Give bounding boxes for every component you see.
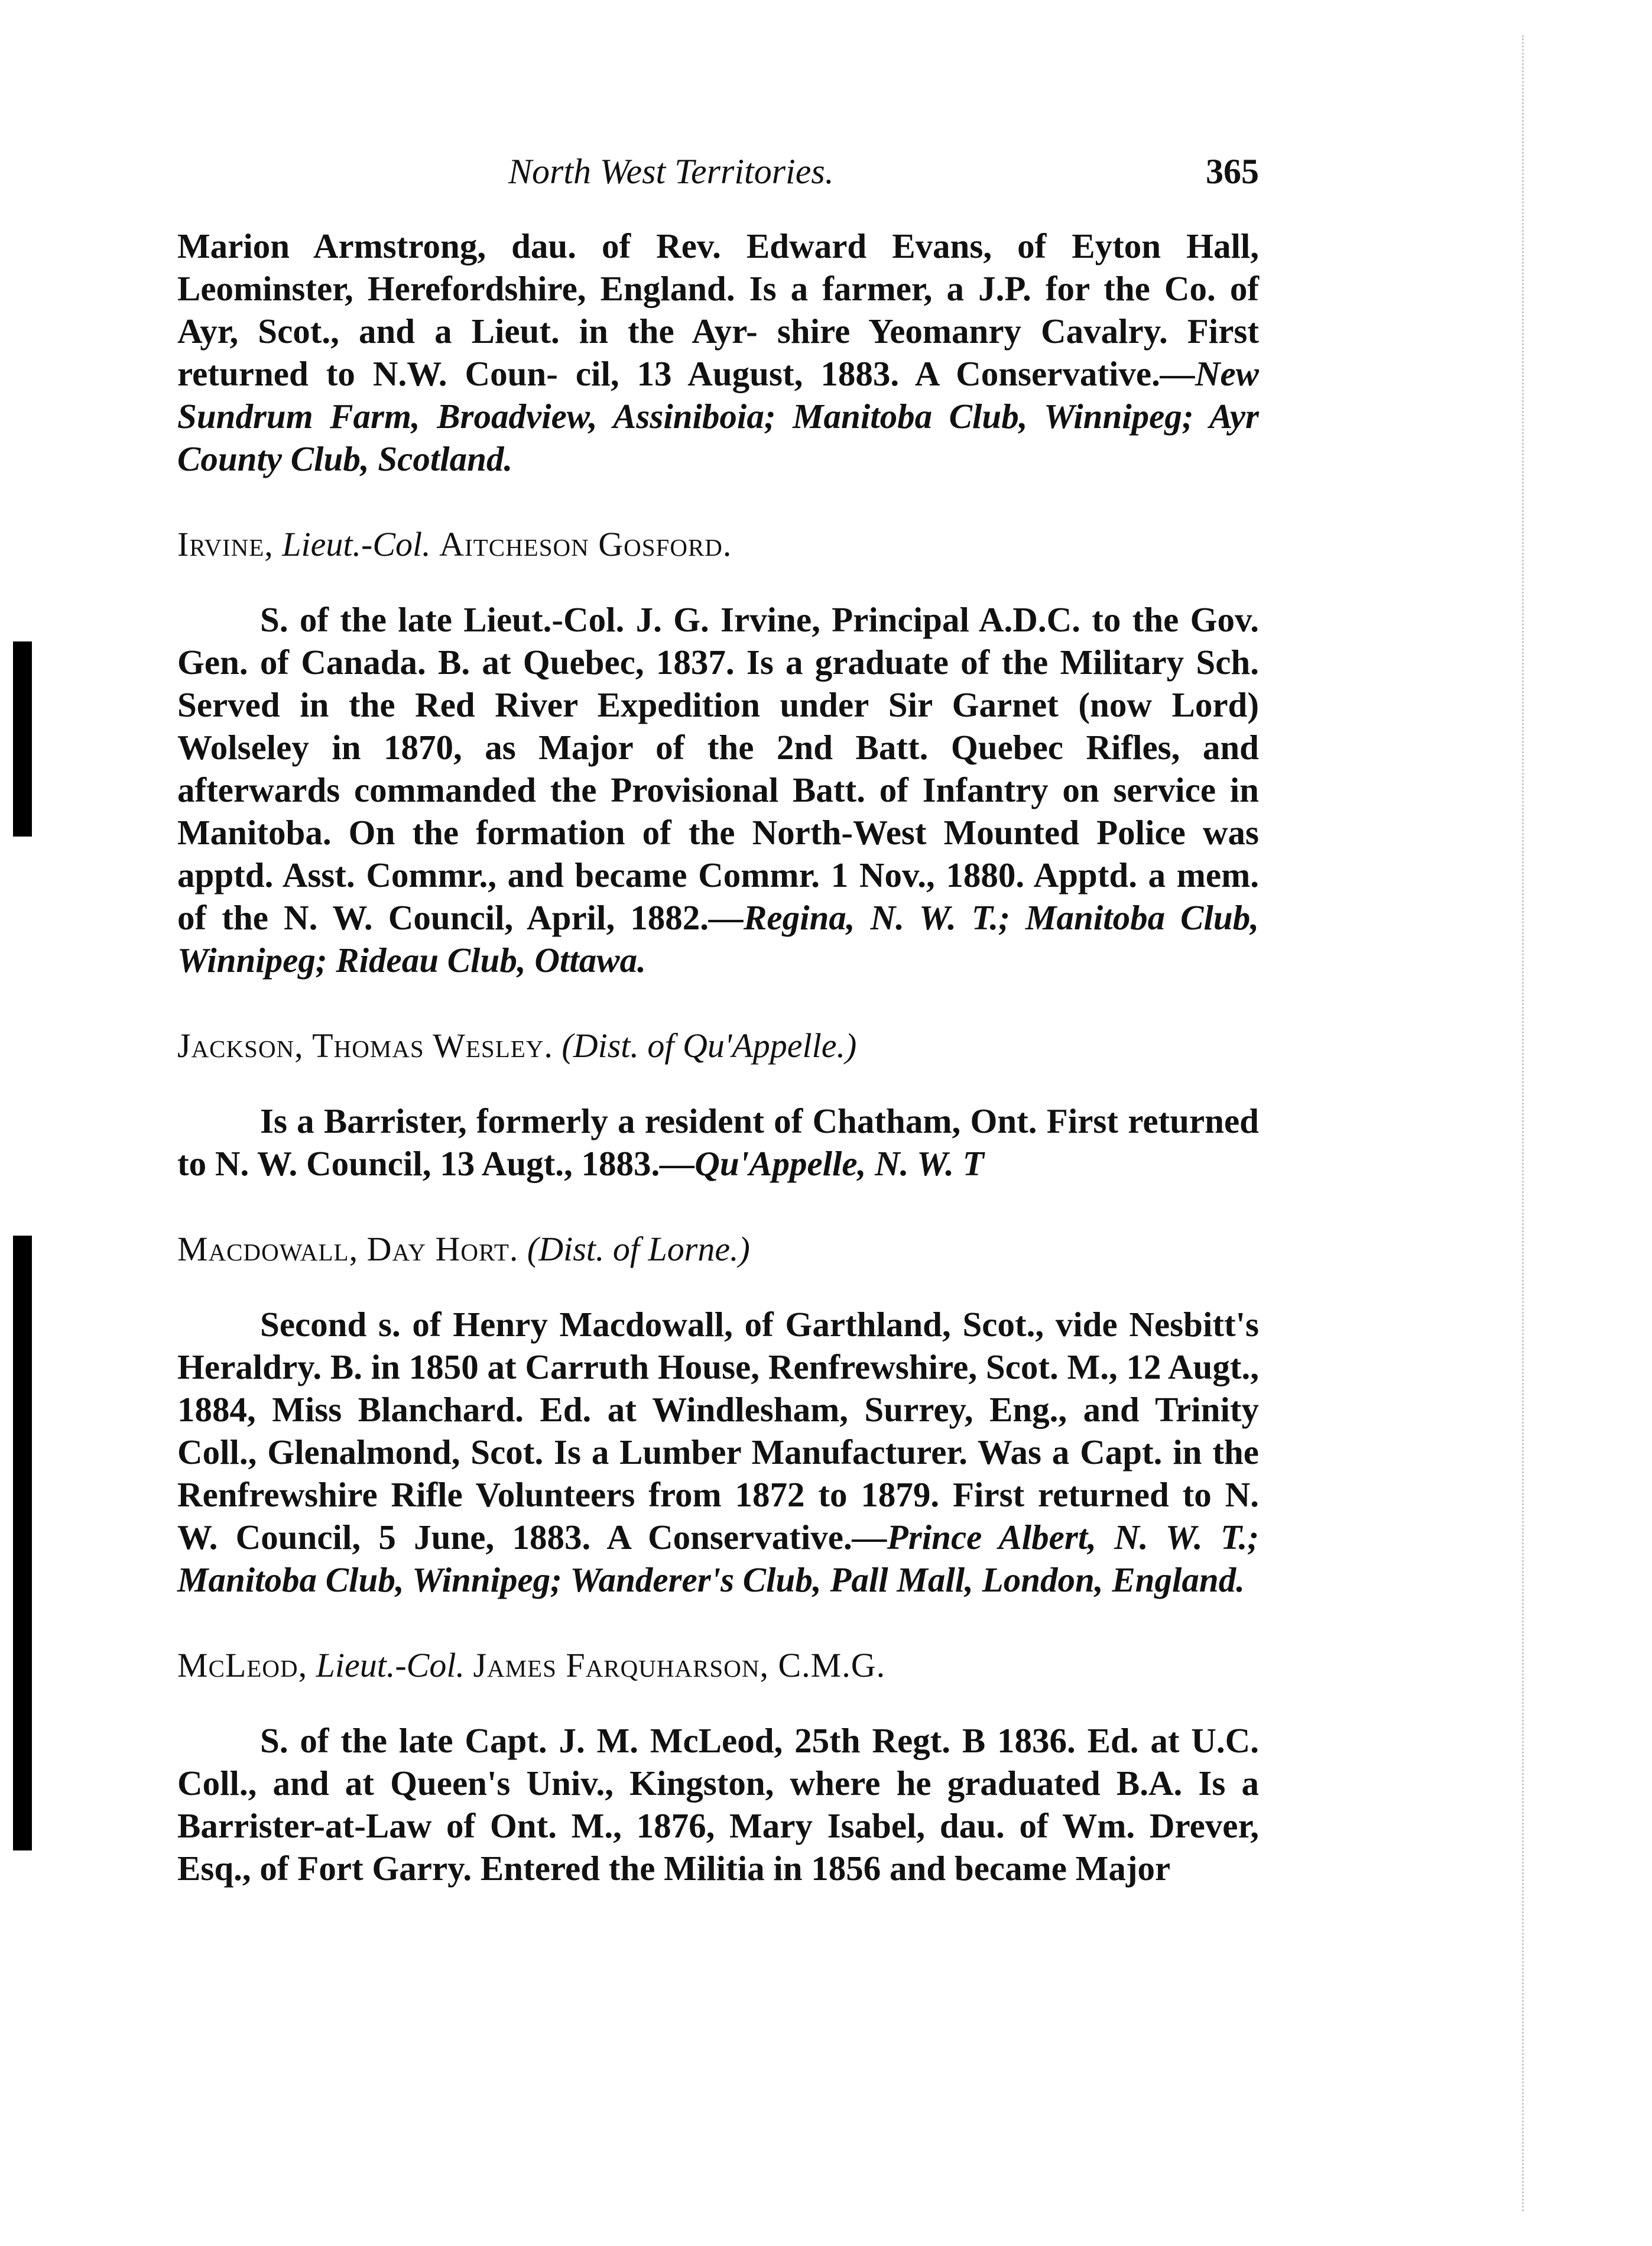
entry-address: —New Sundrum Farm, Broadview, Assiniboia; Manitoba Club, Winnipeg; Ayr County Club, Scotland.: [177, 354, 1259, 478]
entry-district: (Dist. of Qu'Appelle.): [562, 1026, 857, 1065]
entry-heading: [177, 1023, 1259, 1069]
page-number: 365: [1206, 152, 1259, 191]
entry-district: (Dist. of Lorne.): [527, 1230, 750, 1268]
entry-continued: [177, 225, 1259, 480]
entry-mcleod: [177, 1642, 1259, 1890]
entry-heading: [177, 1642, 1259, 1688]
entry-text: S. of the late Capt. J. M. McLeod, 25th Regt. B 1836. Ed. at U.C. Coll., and at Queen's Univ., Kingston, where he graduated B.A. Is a Barrister-at-Law of Ont. M., 1876, Mary Isabel, dau. of Wm. Drever, Esq., of Fort Garry. Entered the Militia in 1856 and became Major: [177, 1721, 1259, 1888]
entry-text: Second s. of Henry Macdowall, of Garthland, Scot., vide Nesbitt's Heraldry. B. in 1850 at Carruth House, Renfrewshire, Scot. M., 12 Augt., 1884, Miss Blanchard. Ed. at Windlesham, Surrey, Eng., and Trinity Coll., Glenalmond, Scot. Is a Lumber Manufacturer. Was a Capt. in the Renfrewshire Rifle Volunteers from 1872 to 1879. First returned to N. W. Council, 5 June, 1883. A Conservative.—Prince Albert, N. W. T.; Manitoba Club, Winnipeg; Wanderer's Club, Pall Mall, London, England.: [177, 1305, 1260, 1599]
entry-macdowall: [177, 1226, 1259, 1601]
entry-heading: [177, 1226, 1259, 1272]
entry-irvine: [177, 521, 1259, 981]
entry-text: Is a Barrister, formerly a resident of Chatham, Ont. First returned to N. W. Council, 13 Augt., 1883.—Qu'Appelle, N. W. T: [177, 1101, 1259, 1183]
entry-surname: Jackson,: [177, 1026, 304, 1065]
scan-margin-mark: [13, 641, 32, 837]
entry-address: —Qu'Appelle, N. W. T: [660, 1144, 984, 1183]
entry-rank: Lieut.-Col.: [282, 525, 431, 563]
entry-address: —Regina, N. W. T.; Manitoba Club, Winnipeg; Rideau Club, Ottawa.: [177, 898, 1259, 980]
entry-text: Marion Armstrong, dau. of Rev. Edward Evans, of Eyton Hall, Leominster, Herefordshire, England. Is a farmer, a J.P. for the Co. of Ayr, Scot., and a Lieut. in the Ayr- shire Yeomanry Cavalry. First returned to N.W. Coun- cil, 13 August, 1883. A Conservative.—New Sundrum Farm, Broadview, Assiniboia; Manitoba Club, Winnipeg; Ayr County Club, Scotland.: [177, 226, 1260, 478]
running-head: North West Territories.: [508, 152, 834, 191]
page-body: [177, 225, 1259, 1931]
scan-page-edge: [1522, 35, 1547, 2211]
entry-text: S. of the late Lieut.-Col. J. G. Irvine, Principal A.D.C. to the Gov. Gen. of Canada. B. at Quebec, 1837. Is a graduate of the Military Sch. Served in the Red River Expedition under Sir Garnet (now Lord) Wolseley in 1870, as Major of the 2nd Batt. Quebec Rifles, and afterwards commanded the Provisional Batt. of Infantry on service in Manitoba. On the formation of the North-West Mounted Police was apptd. Asst. Commr., and became Commr. 1 Nov., 1880. Apptd. a mem. of the N. W. Council, April, 1882.—Regina, N. W. T.; Manitoba Club, Winnipeg; Rideau Club, Ottawa.: [177, 600, 1259, 980]
entry-surname: Macdowall,: [177, 1230, 359, 1268]
entry-given-names: James Farquharson, C.M.G.: [473, 1646, 886, 1684]
entry-given-names: Aitcheson Gosford.: [439, 525, 732, 563]
entry-surname: McLeod,: [177, 1646, 308, 1684]
entry-heading: [177, 521, 1259, 568]
entry-given-names: Day Hort.: [366, 1230, 519, 1268]
entry-address: —Prince Albert, N. W. T.; Manitoba Club, Winnipeg; Wanderer's Club, Pall Mall, London, England.: [177, 1518, 1259, 1599]
page-header: [177, 142, 1259, 201]
scan-margin-mark: [13, 1236, 32, 1850]
entry-surname: Irvine,: [177, 525, 274, 563]
entry-jackson: [177, 1023, 1259, 1185]
entry-rank: Lieut.-Col.: [316, 1646, 465, 1684]
entry-given-names: Thomas Wesley.: [312, 1026, 553, 1065]
